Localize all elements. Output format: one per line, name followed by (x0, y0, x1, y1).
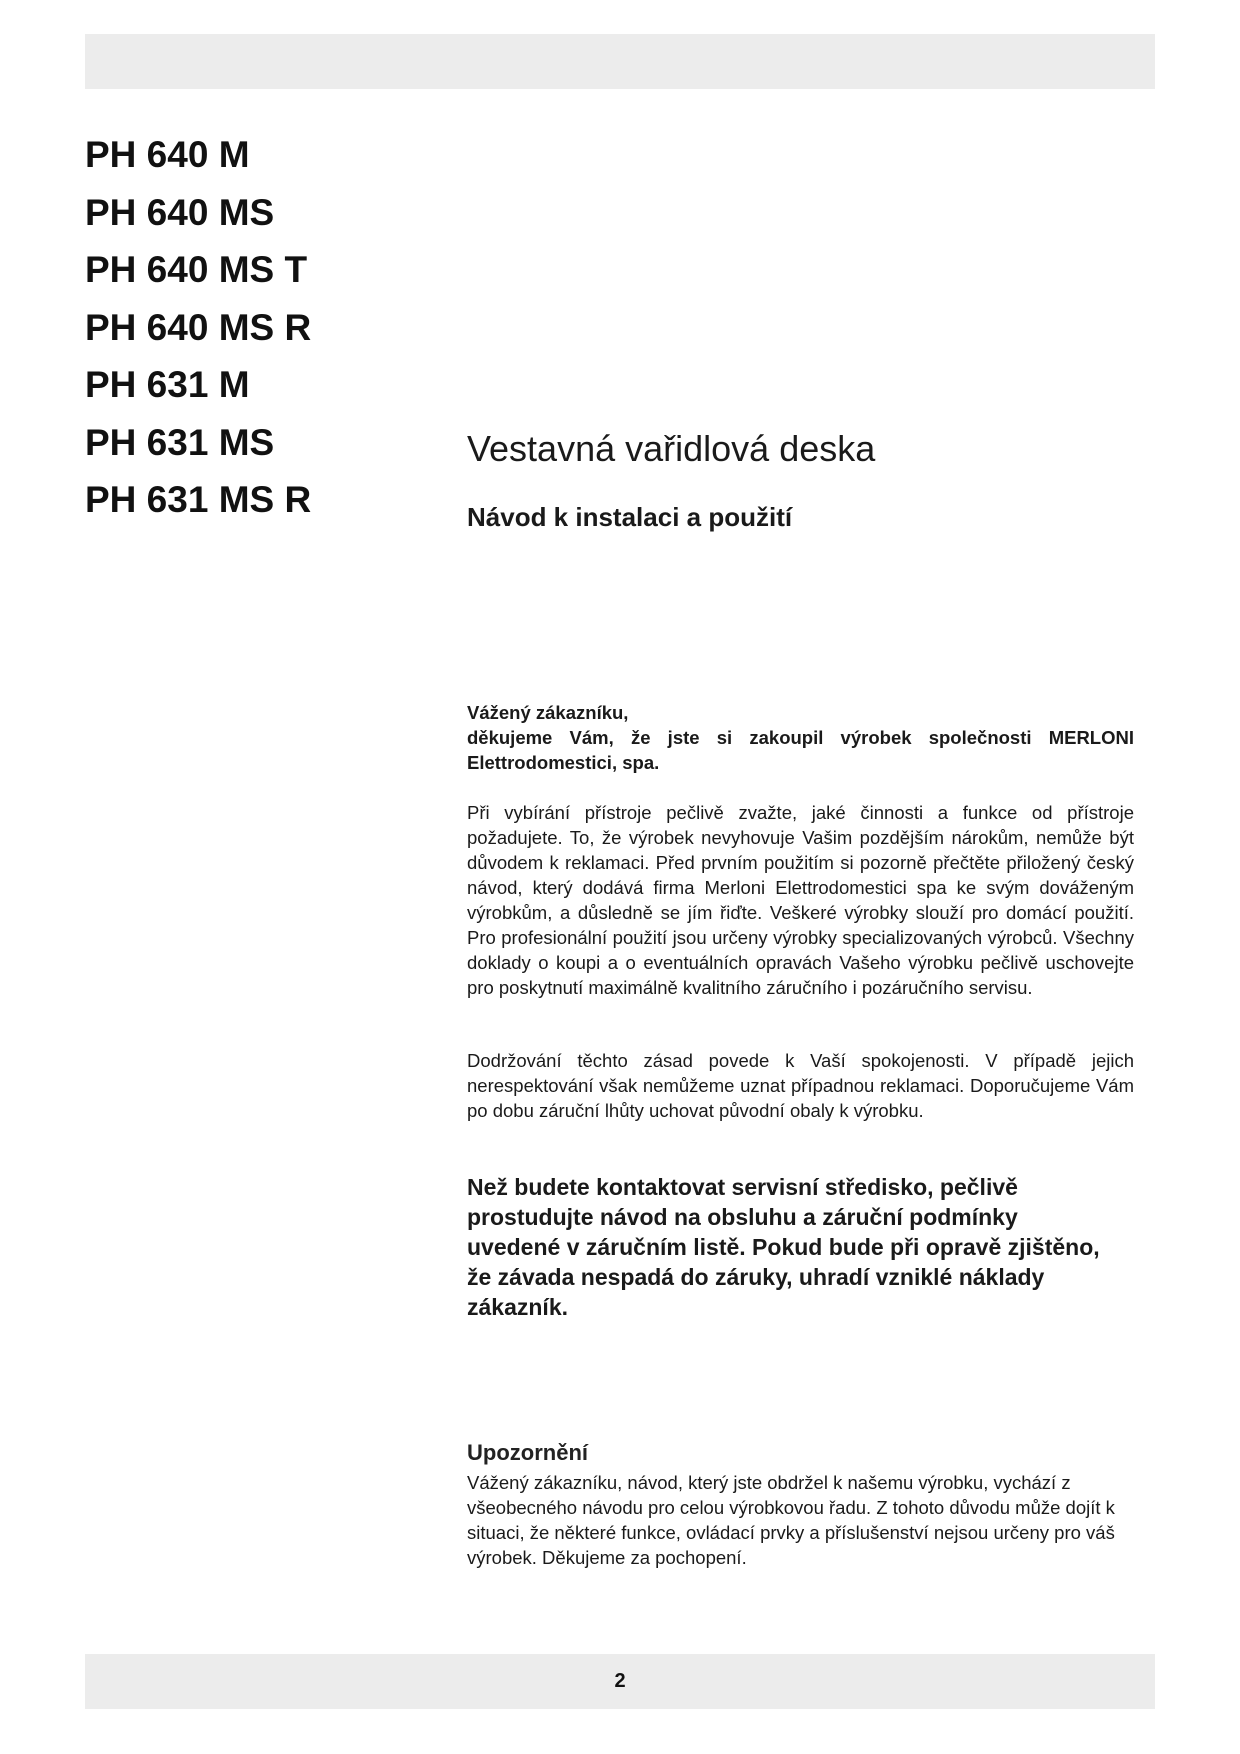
service-warning: Než budete kontaktovat servisní středisko, pečlivě prostudujte návod na obsluhu a záruční podmínky uvedené v záručním listě. Pokud bude při opravě zjištěno, že závada nespadá do záruky, uhradí vzniklé náklady zákazník. (467, 1174, 1100, 1320)
greeting-salutation: Vážený zákazníku, (467, 702, 629, 723)
footer-band (85, 1654, 1155, 1709)
document-subtitle: Návod k instalaci a použití (467, 502, 793, 532)
model-item: PH 640 MS T (85, 249, 308, 290)
greeting-thanks: děkujeme Vám, že jste si zakoupil výrobek společnosti MERLONI Elettrodomestici, spa. (467, 727, 1134, 773)
page-number: 2 (614, 1670, 626, 1692)
notice-heading: Upozornění (467, 1440, 588, 1465)
model-item: PH 631 M (85, 364, 250, 405)
intro-paragraph: Při vybírání přístroje pečlivě zvažte, jaké činnosti a funkce od přístroje požadujete. To, že výrobek nevyhovuje Vašim pozdějším nárokům, nemůže být důvodem k reklamaci. Před prvním použitím si pozorně přečtěte přiložený český návod, který dodává firma Merloni Elettrodomestici spa ke svým dováženým výrobkům, a důsledně se jím řiďte. Veškeré výrobky slouží pro domácí použití. Pro profesionální použití jsou určeny výrobky specializovaných výrobců. Všechny doklady o koupi a o eventuálních opravách Vašeho výrobku pečlivě uschovejte pro poskytnutí maximálně kvalitního záručního i pozáručního servisu. (467, 802, 1134, 998)
notice-body: Vážený zákazníku, návod, který jste obdržel k našemu výrobku, vychází z všeobecného návodu pro celou výrobkovou řadu. Z tohoto důvodu může dojít k situaci, že některé funkce, ovládací prvky a příslušenství nejsou určeny pro váš výrobek. Děkujeme za pochopení. (467, 1472, 1115, 1568)
header-band (85, 34, 1155, 89)
model-item: PH 640 M (85, 134, 250, 175)
model-list (85, 126, 311, 529)
document-title: Vestavná vařidlová deska (467, 428, 876, 469)
compliance-paragraph: Dodržování těchto zásad povede k Vaší spokojenosti. V případě jejich nerespektování však nemůžeme uznat případnou reklamaci. Doporučujeme Vám po dobu záruční lhůty uchovat původní obaly k výrobku. (467, 1050, 1134, 1121)
model-item: PH 631 MS R (85, 479, 312, 520)
model-item: PH 640 MS R (85, 306, 312, 348)
model-item: PH 631 MS (85, 421, 275, 463)
greeting-block (467, 700, 1134, 775)
model-item: PH 640 MS (85, 191, 275, 233)
